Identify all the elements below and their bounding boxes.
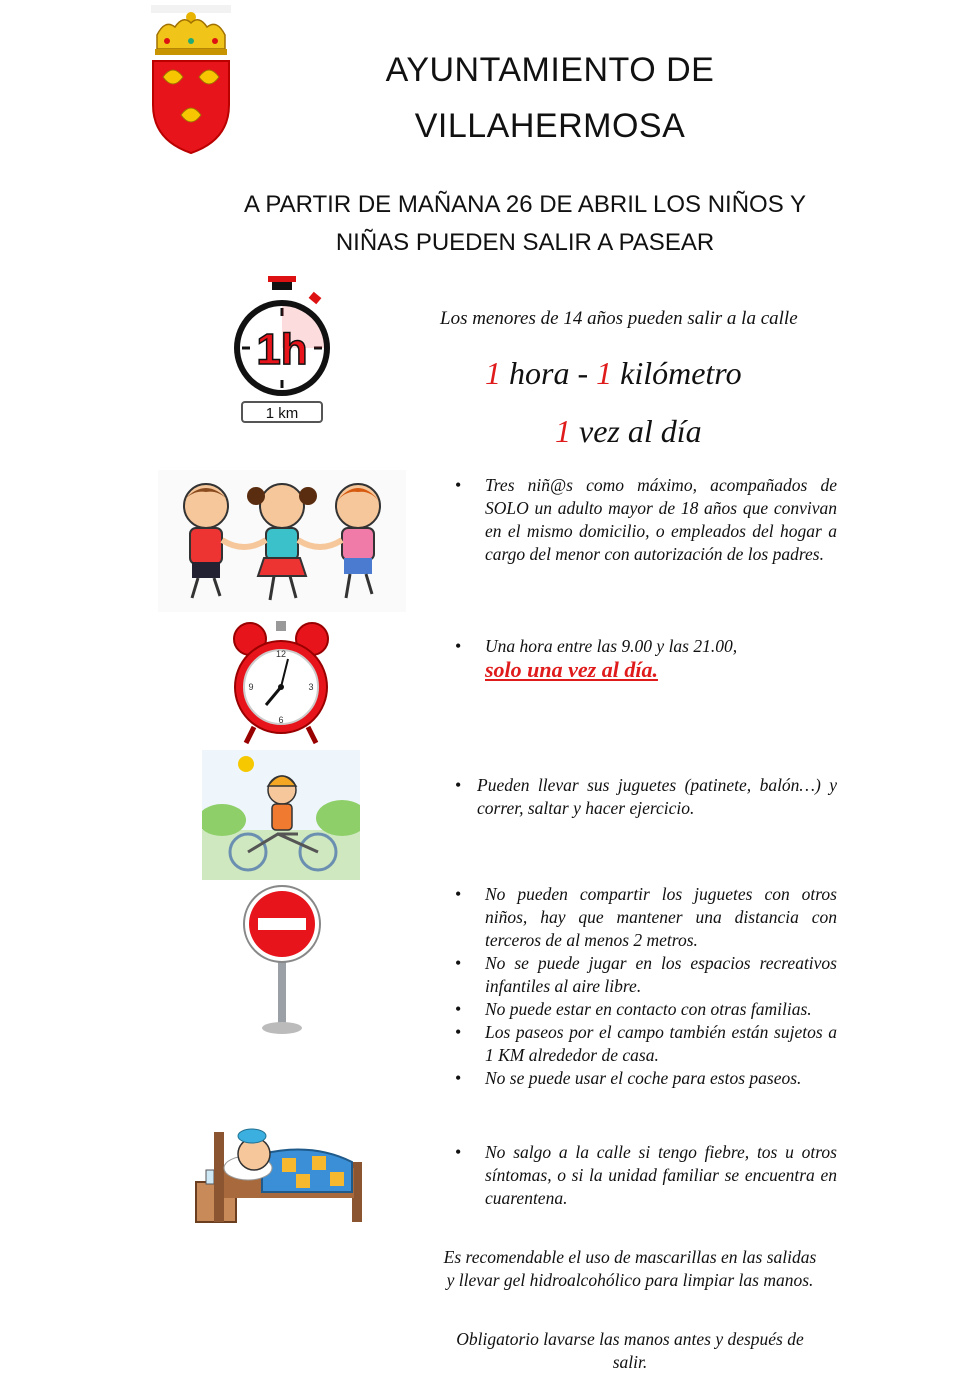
restriction-item: • Los paseos por el campo también están sujetos a 1 KM alrededor de casa. (455, 1021, 837, 1067)
schedule-rule (455, 635, 837, 683)
rule-once-a-day: 1 vez al día (555, 413, 702, 449)
schedule-text: Una hora entre las 9.00 y las 21.00, (485, 636, 738, 656)
restriction-item: • No puede estar en contacto con otras familias. (455, 998, 837, 1021)
sick-child-in-bed-image (192, 1112, 368, 1230)
rule-hour-km: 1 hora - 1 kilómetro (485, 355, 742, 391)
stopwatch-icon (228, 276, 336, 426)
restriction-item: • No pueden compartir los juguetes con otros niños, hay que mantener una distancia con terceros de al menos 2 metros. (455, 883, 837, 952)
timer-hour-label: 1h (256, 325, 308, 374)
svg-text:12: 12 (275, 649, 287, 659)
page-title-line1: AYUNTAMIENTO DE (385, 51, 715, 89)
svg-text:6: 6 (278, 715, 284, 725)
announcement-line1: A PARTIR DE MAÑANA 26 DE ABRIL LOS NIÑOS Y (244, 191, 806, 218)
companions-rule: • Tres niñ@s como máximo, acompañados de SOLO un adulto mayor de 18 años que convivan en el mismo domicilio, o empleados del hogar a cargo del menor con autorización de los padres. (455, 474, 837, 566)
restriction-item: • No se puede jugar en los espacios recreativos infantiles al aire libre. (455, 952, 837, 998)
handwash-requirement: Obligatorio lavarse las manos antes y después de salir. (456, 1329, 804, 1372)
svg-text:3: 3 (308, 682, 314, 692)
illness-rule: • No salgo a la calle si tengo fiebre, tos u otros síntomas, o si la unidad familiar se encuentra en cuarentena. (455, 1141, 837, 1210)
intro-text: Los menores de 14 años pueden salir a la calle (440, 308, 798, 329)
masks-recommendation: Es recomendable el uso de mascarillas en las salidas y llevar gel hidroalcohólico para limpiar las manos. (443, 1247, 817, 1290)
svg-text:9: 9 (248, 682, 254, 692)
restrictions-list (455, 883, 837, 1090)
alarm-clock-icon (226, 617, 336, 747)
no-entry-sign-icon (240, 884, 324, 1036)
coat-of-arms-logo (145, 5, 237, 155)
child-bicycle-image (202, 750, 360, 880)
toys-rule: • Pueden llevar sus juguetes (patinete, balón…) y correr, saltar y hacer ejercicio. (455, 774, 837, 820)
restriction-item: • No se puede usar el coche para estos paseos. (455, 1067, 837, 1090)
page-title-line2: VILLAHERMOSA (414, 107, 686, 145)
children-playing-image (158, 470, 406, 612)
timer-km-label: 1 km (265, 405, 299, 422)
schedule-emphasis: solo una vez al día. (485, 657, 658, 682)
announcement-line2: NIÑAS PUEDEN SALIR A PASEAR (335, 229, 715, 256)
